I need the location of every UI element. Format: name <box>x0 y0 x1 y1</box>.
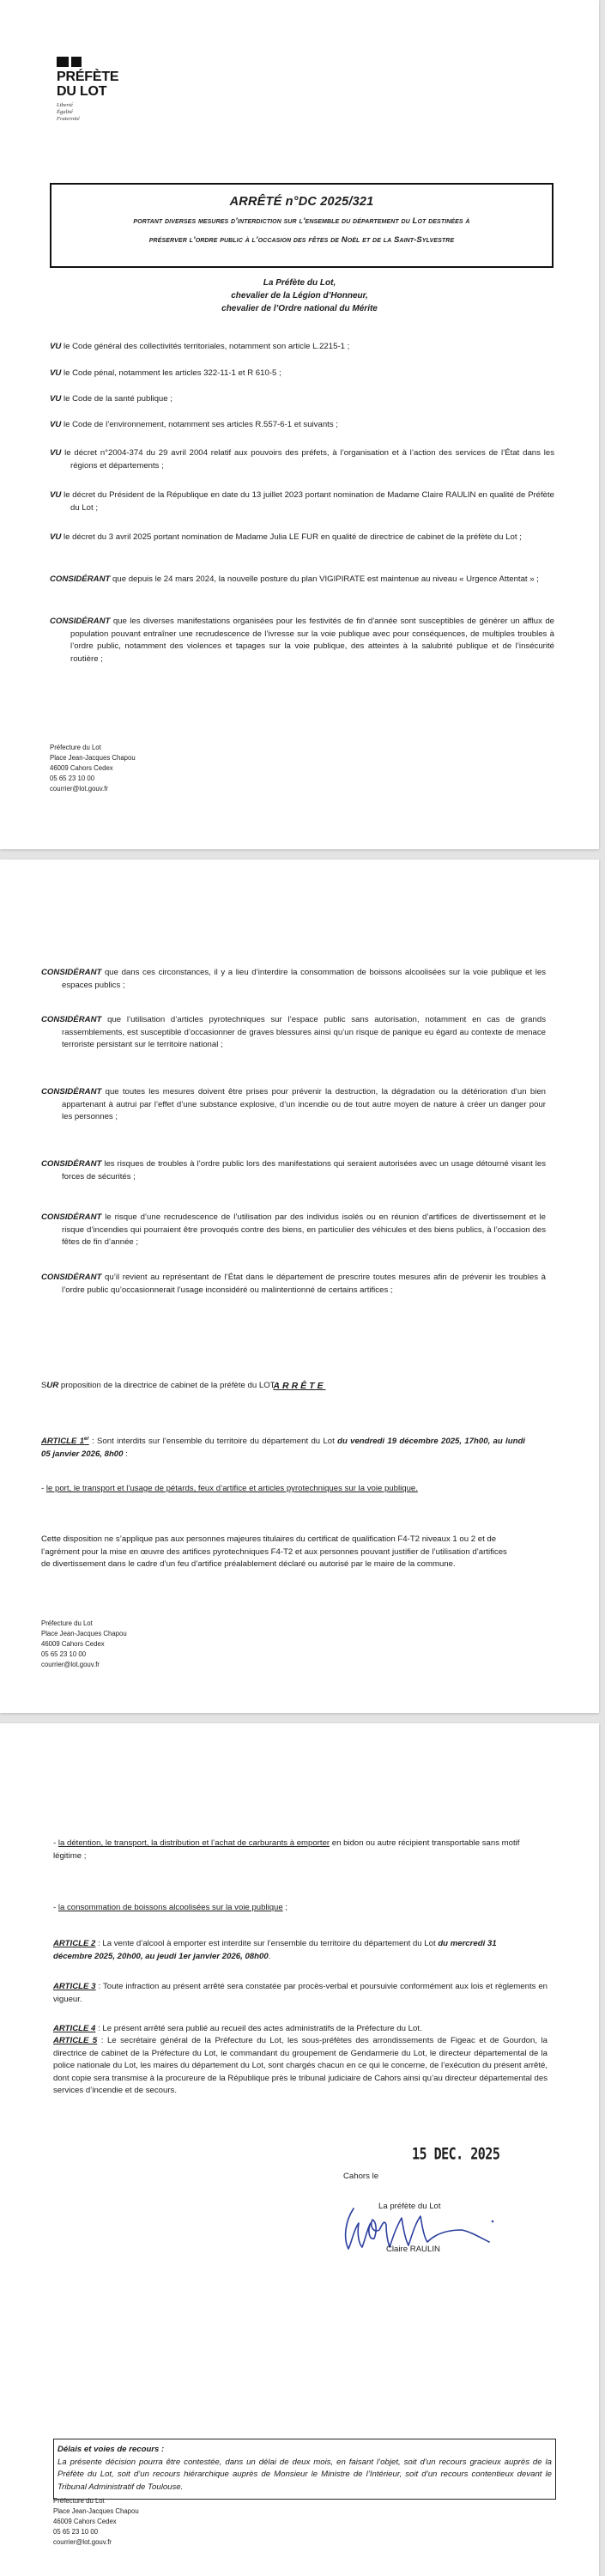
motto-fraternite: Fraternité <box>57 116 80 122</box>
recours-title: Délais et voies de recours : <box>57 2445 165 2454</box>
considerant-destruction: CONSIDÉRANT que toutes les mesures doivent être prises pour prévenir la destruction, la dégradation ou la détérioration d’un bien appartenant à autrui par l’effet d’une substance explosive, d’un incendie ou de tout autre moyen de nature à créer un danger pour les personnes ; <box>41 1087 546 1122</box>
article-4: ARTICLE 4 : Le présent arrêté sera publié au recueil des actes administratifs de la Préfecture du Lot. <box>53 2024 422 2033</box>
prefecture-address-footer: Préfecture du Lot Place Jean-Jacques Chapou 46009 Cahors Cedex 05 65 23 10 00 courrier@lot.gouv.fr <box>53 2497 139 2546</box>
republic-motto <box>57 102 118 123</box>
intro-line-3: chevalier de l’Ordre national du Mérite <box>221 304 378 313</box>
article-5-text: ARTICLE 5 : Le secrétaire général de la Préfecture du Lot, les sous-préfètes des arrondissements de Figeac et de Gourdon, la directrice de cabinet de la Préfecture du Lot, le commandant du groupement de Gendarmerie du Lot, le directeur départemental de la police nationale du Lot, les maires du département du Lot, sont chargés chacun en ce qui le concerne, de l’exécution du présent arrêté, dont copie sera transmise à la procureure de la République près le tribunal judiciaire de Cahors ainsi qu’au directeur départemental des services d’incendie et de secours. <box>53 2036 548 2096</box>
logo-title-line2: DU LOT <box>57 84 107 99</box>
motto-egalite: Égalité <box>57 109 73 115</box>
prefecture-address-footer: Préfecture du Lot Place Jean-Jacques Chapou 46009 Cahors Cedex 05 65 23 10 00 courrier@lot.gouv.fr <box>41 1619 127 1668</box>
signature-place: Cahors le <box>343 2172 379 2181</box>
recours-box <box>53 2439 556 2500</box>
considerant-pyrotechnie: CONSIDÉRANT que l’utilisation d’articles pyrotechniques sur l’espace public sans autorisation, notamment en cas de grands rassemblements, est susceptible d’occasionner de graves blessures ainsi qu’un risque de panique eu égard au contexte de menace terroriste persistant sur le territoire national ; <box>41 1015 546 1050</box>
considerant-alcool: CONSIDÉRANT que dans ces circonstances, il y a lieu d’interdire la consommation de boissons alcoolisées sur la voie publique et les espaces publics ; <box>41 968 546 990</box>
visa-7: VU le décret du 3 avril 2025 portant nomination de Madame Julia LE FUR en qualité de directrice de cabinet de la préfète du Lot ; <box>50 532 522 542</box>
visa-3: VU le Code de la santé publique ; <box>50 394 172 404</box>
contact-email: courrier@lot.gouv.fr <box>53 2538 112 2546</box>
arrete-heading: ARRÊTE <box>273 1381 326 1391</box>
visa-1: VU le Code général des collectivités territoriales, notamment son article L.2215-1 ; <box>50 342 350 351</box>
contact-email: courrier@lot.gouv.fr <box>50 785 109 793</box>
recours-text: La présente décision pourra être contestée, dans un délai de deux mois, en faisant l’objet, soit d’un recours gracieux auprès de la Préfète du Lot, soit d’un recours hiérarchique auprès de Monsieur le Ministre de l’Intérieur, soit d’un recours contentieux devant le Tribunal Administratif de Toulouse. <box>57 2457 552 2492</box>
article-1: ARTICLE 1er : Sont interdits sur l’ensemble du territoire du département du Lot du vendredi 19 décembre 2025, 17h00, au lundi 05 janvier 2026, 8h00 : <box>41 1437 525 1459</box>
page-2 <box>0 860 599 1713</box>
article-1-item-carburants: - la détention, le transport, la distribution et l’achat de carburants à emporter en bidon ou autre récipient transportable sans motif légitime ; <box>53 1838 520 1861</box>
visa-2: VU le Code pénal, notamment les articles 322-11-1 et R 610-5 ; <box>50 368 281 378</box>
prefect-intro <box>0 276 599 315</box>
contact-email: courrier@lot.gouv.fr <box>41 1661 100 1668</box>
intro-line-2: chevalier de la Légion d’Honneur, <box>231 291 368 301</box>
article-3: ARTICLE 3 : Toute infraction au présent arrêté sera constatée par procès-verbal et poursuivie conformément aux lois et règlements en vigueur. <box>53 1982 548 2004</box>
page-3 <box>0 1723 599 2576</box>
considerant-etat: CONSIDÉRANT qu’il revient au représentant de l’État dans le département de prescrire toutes mesures afin de prévenir les troubles à l’ordre public qu’occasionnerait l’usage inconsidéré ou malintentionné de certains artifices ; <box>41 1273 546 1295</box>
motto-liberte: Liberté <box>57 102 73 108</box>
marianne-flag-icon <box>57 57 118 67</box>
article-1-label: ARTICLE 1er <box>41 1437 89 1447</box>
considerant-manifestations: CONSIDÉRANT les risques de troubles à l’ordre public lors des manifestations qui seraient autorisées avec un usage détourné visant les forces de sécurités ; <box>41 1159 546 1182</box>
article-2: ARTICLE 2 : La vente d’alcool à emporter est interdite sur l’ensemble du territoire du département du Lot du mercredi 31 décembre 2025, 20h00, au jeudi 1er janvier 2026, 08h00. <box>53 1939 497 1961</box>
logo-title-line1: PRÉFÈTE <box>57 70 119 84</box>
article-1-exception: Cette disposition ne s’applique pas aux personnes majeures titulaires du certificat de qualification F4-T2 niveaux 1 ou 2 et de l’agrément pour la mise en œuvre des artifices pyrotechniques F4-T2 et aux personnes pouvant justifier de l’utilisation d’artifices de divertissement dans le cadre d’un feu d’artifice préalablement déclaré ou autorisé par le maire de la commune. <box>41 1534 507 1570</box>
decree-number: ARRÊTÉ n°DC 2025/321 <box>229 195 374 209</box>
visa-6: VU le décret du Président de la République en date du 13 juillet 2023 portant nomination de Madame Claire RAULIN en qualité de Préfète du Lot ; <box>50 490 554 513</box>
prefecture-logo <box>57 57 118 123</box>
decree-subtitle-line1: portant diverses mesures d’interdiction sur l’ensemble du département du Lot destinées à <box>133 216 470 226</box>
sur-proposition: SUR proposition de la directrice de cabinet de la préfète du LOT ; <box>41 1381 280 1390</box>
considerant-artifices: CONSIDÉRANT le risque d’une recrudescence de l’utilisation par des individus isolés ou en réunion d’artifices de divertissement et le risque d’incendies qui pourraient être provoqués contre des biens, en particulier des véhicules et des biens publics, à l’occasion des fêtes de fin d’année ; <box>41 1212 546 1248</box>
considerant-vigipirate: CONSIDÉRANT que depuis le 24 mars 2024, la nouvelle posture du plan VIGIPIRATE est maintenue au niveau « Urgence Attentat » ; <box>50 574 539 584</box>
article-1-item-petards: - le port, le transport et l’usage de pétards, feux d’artifice et articles pyrotechniques sur la voie publique. <box>41 1484 418 1493</box>
considerant-festivites: CONSIDÉRANT que les diverses manifestations organisées pour les festivités de fin d’année sont susceptibles de générer un afflux de population pouvant entraîner une recrudescence de l’ivresse sur la voie publique avec pour conséquences, de multiples troubles à l’ordre public, notamment des violences et tapages sur la voie publique, des atteintes à la salubrité publique et de l’insécurité routière ; <box>50 617 554 664</box>
page-1 <box>0 0 599 849</box>
decree-title-box <box>50 183 554 268</box>
signature-role: La préfète du Lot <box>378 2202 441 2211</box>
intro-line-1: La Préfète du Lot, <box>263 278 336 288</box>
signatory-name: Claire RAULIN <box>386 2245 440 2254</box>
decree-subtitle-line2: préserver l’ordre public à l’occasion des fêtes de Noël et de la Saint-Sylvestre <box>148 235 455 245</box>
visa-4: VU le Code de l’environnement, notamment ses articles R.557-6-1 et suivants ; <box>50 420 338 429</box>
visa-5: VU le décret n°2004-374 du 29 avril 2004 relatif aux pouvoirs des préfets, à l’organisation et à l’action des services de l’État dans les régions et départements ; <box>50 448 554 471</box>
prefecture-address-footer: Préfecture du Lot Place Jean-Jacques Chapou 46009 Cahors Cedex 05 65 23 10 00 courrier@lot.gouv.fr <box>50 744 136 793</box>
date-stamp: 15 DEC. 2025 <box>412 2144 500 2164</box>
article-1-item-alcool: - la consommation de boissons alcoolisées sur la voie publique ; <box>53 1903 288 1912</box>
